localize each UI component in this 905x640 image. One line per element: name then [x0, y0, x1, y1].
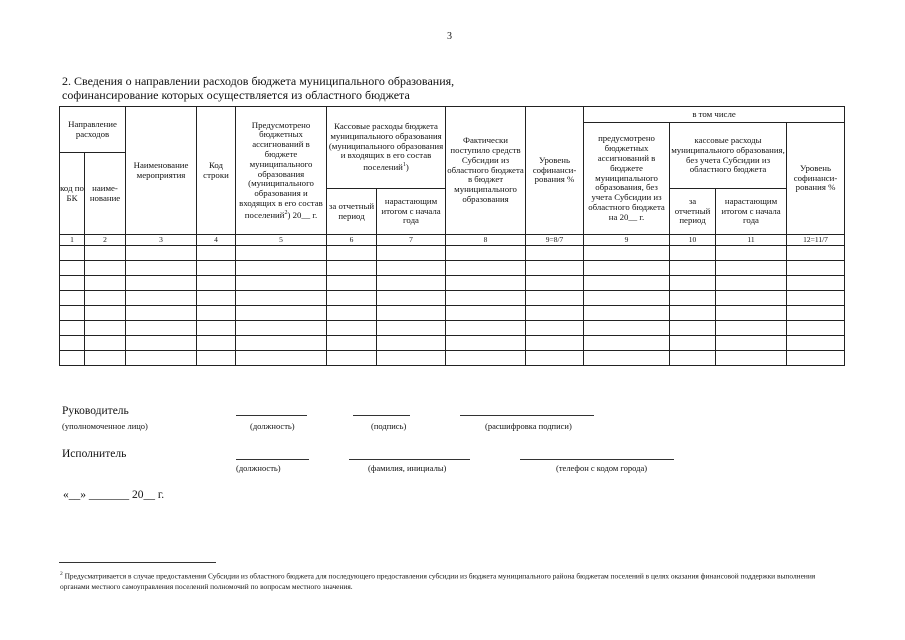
section-title-line-1: 2. Сведения о направлении расходов бюджета муниципального образования,: [62, 74, 455, 88]
table-cell: [716, 246, 787, 261]
table-cell: [584, 261, 670, 276]
signature-caption: (подпись): [371, 421, 407, 431]
table-cell: [377, 291, 446, 306]
table-cell: [446, 321, 526, 336]
table-cell: [60, 306, 85, 321]
column-number: 11: [716, 235, 787, 246]
table-cell: [716, 276, 787, 291]
table-cell: [584, 351, 670, 366]
table-cell: [377, 321, 446, 336]
column-numbers-row: [60, 235, 845, 246]
table-cell: [716, 306, 787, 321]
table-row: [60, 321, 845, 336]
table-cell: [526, 276, 584, 291]
table-cell: [236, 336, 327, 351]
table-cell: [197, 336, 236, 351]
table-cell: [670, 306, 716, 321]
header-planned-without-subsidy: предусмотрено бюджетных ассигнований в бюджете муниципального образования, без учета Субсидии из областного бюджета на 20__ г.: [584, 123, 670, 235]
table-cell: [126, 336, 197, 351]
decoding-line: [460, 415, 594, 416]
column-number: 7: [377, 235, 446, 246]
full-name-caption: (фамилия, инициалы): [368, 463, 447, 473]
executor-label: Исполнитель: [62, 448, 127, 460]
table-row: [60, 246, 845, 261]
table-cell: [85, 351, 126, 366]
table-cell: [126, 321, 197, 336]
table-cell: [787, 336, 845, 351]
table-cell: [85, 336, 126, 351]
table-cell: [197, 261, 236, 276]
column-number: 9: [584, 235, 670, 246]
table-cell: [377, 276, 446, 291]
column-number: 5: [236, 235, 327, 246]
table-cell: [236, 351, 327, 366]
table-cell: [197, 351, 236, 366]
column-number: 9=8/7: [526, 235, 584, 246]
table-cell: [670, 321, 716, 336]
table-row: [60, 336, 845, 351]
table-cell: [126, 261, 197, 276]
header-cumulative-2: нарастающим итогом с начала года: [716, 189, 787, 235]
table-cell: [584, 306, 670, 321]
table-cell: [377, 351, 446, 366]
table-cell: [670, 246, 716, 261]
signature-line: [353, 415, 410, 416]
table-cell: [327, 306, 377, 321]
table-cell: [787, 291, 845, 306]
table-cell: [584, 276, 670, 291]
header-reporting-period-2: за отчетный период: [670, 189, 716, 235]
date-field: «__» _______ 20__ г.: [63, 489, 165, 501]
table-cell: [584, 321, 670, 336]
table-cell: [327, 276, 377, 291]
table-cell: [526, 291, 584, 306]
table-cell: [787, 321, 845, 336]
column-number: 6: [327, 235, 377, 246]
table-cell: [197, 291, 236, 306]
table-cell: [126, 351, 197, 366]
section-title-line-2: софинансирование которых осуществляется из областного бюджета: [62, 87, 410, 102]
table-cell: [446, 351, 526, 366]
table-cell: [236, 291, 327, 306]
header-cofinancing-level: Уровень софинанси-рования %: [526, 107, 584, 235]
position-line: [236, 415, 307, 416]
head-sublabel: (уполномоченное лицо): [62, 421, 148, 431]
table-cell: [60, 246, 85, 261]
table-cell: [327, 291, 377, 306]
table-cell: [126, 306, 197, 321]
table-cell: [446, 291, 526, 306]
table-row: [60, 351, 845, 366]
header-event-name: Наименование мероприятия: [126, 107, 197, 235]
table-cell: [197, 306, 236, 321]
table-cell: [526, 306, 584, 321]
header-cash-expenses: Кассовые расходы бюджета муниципального образования (муниципального образования и входящих в его состав поселений$^1$): [327, 107, 446, 189]
table-cell: [787, 351, 845, 366]
header-cumulative: нарастающим итогом с начала года: [377, 189, 446, 235]
table-cell: [584, 336, 670, 351]
table-cell: [446, 261, 526, 276]
table-cell: [526, 351, 584, 366]
table-cell: [197, 246, 236, 261]
table-cell: [60, 291, 85, 306]
table-cell: [126, 276, 197, 291]
table-cell: [197, 321, 236, 336]
table-cell: [126, 291, 197, 306]
executor-position-caption: (должность): [236, 463, 281, 473]
column-number: 10: [670, 235, 716, 246]
header-cash-without-subsidy: кассовые расходы муниципального образования, без учета Субсидии из областного бюджета: [670, 123, 787, 189]
table-row: [60, 306, 845, 321]
table-cell: [670, 261, 716, 276]
table-cell: [446, 336, 526, 351]
table-row: [60, 291, 845, 306]
table-cell: [327, 351, 377, 366]
table-cell: [526, 261, 584, 276]
column-number: 1: [60, 235, 85, 246]
table-cell: [85, 276, 126, 291]
column-number: 12=11/7: [787, 235, 845, 246]
table-cell: [197, 276, 236, 291]
column-number: 2: [85, 235, 126, 246]
header-including: в том числе: [584, 107, 845, 123]
table-cell: [60, 321, 85, 336]
table-cell: [526, 246, 584, 261]
table-cell: [377, 246, 446, 261]
column-number: 3: [126, 235, 197, 246]
table-cell: [787, 261, 845, 276]
table-cell: [716, 261, 787, 276]
table-cell: [327, 261, 377, 276]
table-cell: [446, 246, 526, 261]
table-cell: [85, 291, 126, 306]
table-cell: [236, 246, 327, 261]
table-cell: [526, 321, 584, 336]
table-cell: [787, 276, 845, 291]
table-cell: [670, 291, 716, 306]
header-actual-received: Фактически поступило средств Субсидии из областного бюджета в бюджет муниципального образования: [446, 107, 526, 235]
table-cell: [377, 261, 446, 276]
table-cell: [236, 321, 327, 336]
table-cell: [60, 261, 85, 276]
table-cell: [126, 246, 197, 261]
table-cell: [670, 336, 716, 351]
header-planned: Предусмотрено бюджетных ассигнований в бюджете муниципального образования (муниципального образования и входящих в его состав поселений$^2$) 20__ г.: [236, 107, 327, 235]
table-cell: [584, 246, 670, 261]
table-cell: [85, 246, 126, 261]
expenses-table: [59, 106, 845, 366]
table-cell: [377, 306, 446, 321]
table-cell: [787, 246, 845, 261]
table-cell: [60, 336, 85, 351]
table-cell: [670, 351, 716, 366]
table-row: [60, 261, 845, 276]
executor-position-line: [236, 459, 309, 460]
table-cell: [85, 306, 126, 321]
header-name: наиме-нование: [85, 153, 126, 235]
footnote-marker: 2: [60, 571, 63, 577]
section-title: [62, 75, 562, 102]
table-cell: [446, 306, 526, 321]
column-number: 8: [446, 235, 526, 246]
table-cell: [584, 291, 670, 306]
page-number: 3: [447, 31, 452, 42]
footnote-rule: [59, 562, 216, 563]
phone-caption: (телефон с кодом города): [556, 463, 648, 473]
table-row: [60, 276, 845, 291]
table-cell: [327, 321, 377, 336]
head-label: Руководитель: [62, 405, 129, 417]
table-cell: [236, 261, 327, 276]
table-cell: [60, 276, 85, 291]
header-code-bk: код по БК: [60, 153, 85, 235]
table-cell: [670, 276, 716, 291]
full-name-line: [349, 459, 470, 460]
footnote-text: Предусматривается в случае предоставления Субсидии из областного бюджета для последующего предоставления субсидии из бюджета муниципального района бюджетам поселений в целях оказания финансовой поддержки выполнения органами местного самоуправления поселений полномочий по вопросам местного значения.: [60, 571, 816, 592]
table-cell: [236, 276, 327, 291]
table-cell: [327, 246, 377, 261]
table-cell: [236, 306, 327, 321]
table-cell: [526, 336, 584, 351]
table-cell: [446, 276, 526, 291]
header-cofinancing-level-2: Уровень софинанси-рования %: [787, 123, 845, 235]
table-cell: [60, 351, 85, 366]
column-number: 4: [197, 235, 236, 246]
table-cell: [716, 291, 787, 306]
table-cell: [716, 336, 787, 351]
position-caption: (должность): [250, 421, 295, 431]
table-cell: [85, 261, 126, 276]
table-cell: [327, 336, 377, 351]
decoding-caption: (расшифровка подписи): [485, 421, 572, 431]
table-cell: [85, 321, 126, 336]
table-cell: [716, 351, 787, 366]
footnote: [60, 569, 845, 592]
table-cell: [787, 306, 845, 321]
table-cell: [377, 336, 446, 351]
header-reporting-period: за отчетный период: [327, 189, 377, 235]
table-cell: [716, 321, 787, 336]
phone-line: [520, 459, 674, 460]
header-row-code: Код строки: [197, 107, 236, 235]
header-direction: Направление расходов: [60, 107, 126, 153]
